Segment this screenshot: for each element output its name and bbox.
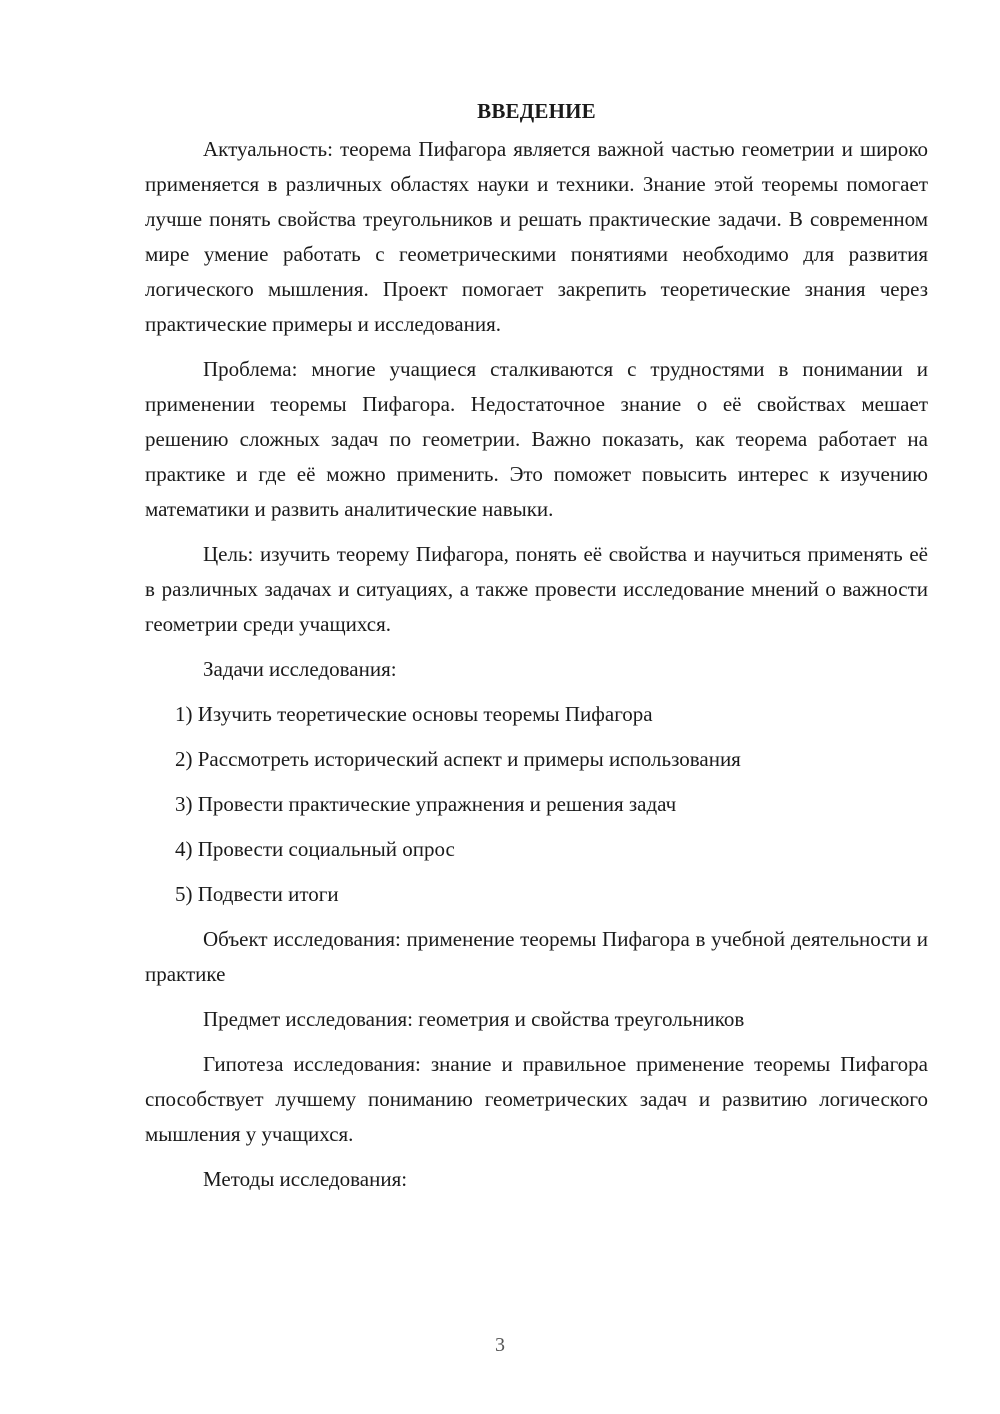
list-item: 4) Провести социальный опрос xyxy=(175,837,455,861)
list-item: 1) Изучить теоретические основы теоремы Пифагора xyxy=(175,702,653,726)
paragraph-goal: Цель: изучить теорему Пифагора, понять её свойства и научиться применять её в различных задачах и ситуациях, а также провести исследование мнений о важности геометрии среди учащихся. xyxy=(145,542,928,636)
paragraph-hypothesis: Гипотеза исследования: знание и правильное применение теоремы Пифагора способствует лучшему пониманию геометрических задач и развитию логического мышления у учащихся. xyxy=(145,1052,928,1146)
document-page xyxy=(145,96,928,1207)
list-item: 2) Рассмотреть исторический аспект и примеры использования xyxy=(175,747,741,771)
paragraph-problem: Проблема: многие учащиеся сталкиваются с трудностями в понимании и применении теоремы Пифагора. Недостаточное знание о её свойствах мешает решению сложных задач по геометрии. Важно показать, как теорема работает на практике и где её можно применить. Это поможет повысить интерес к изучению математики и развить аналитические навыки. xyxy=(145,357,928,521)
paragraph-relevance: Актуальность: теорема Пифагора является важной частью геометрии и широко применяется в различных областях науки и техники. Знание этой теоремы помогает лучше понять свойства треугольников и решать практические задачи. В современном мире умение работать с геометрическими понятиями необходимо для развития логического мышления. Проект помогает закрепить теоретические знания через практические примеры и исследования. xyxy=(145,137,928,336)
tasks-title: Задачи исследования: xyxy=(203,657,397,681)
list-item: 3) Провести практические упражнения и решения задач xyxy=(175,792,677,816)
methods-title: Методы исследования: xyxy=(203,1167,408,1191)
paragraph-subject: Предмет исследования: геометрия и свойства треугольников xyxy=(203,1007,745,1031)
tasks-list xyxy=(145,697,928,912)
list-item: 5) Подвести итоги xyxy=(175,882,339,906)
page-title: ВВЕДЕНИЕ xyxy=(477,99,596,123)
paragraph-object: Объект исследования: применение теоремы Пифагора в учебной деятельности и практике xyxy=(145,927,928,986)
page-number: 3 xyxy=(495,1334,505,1356)
